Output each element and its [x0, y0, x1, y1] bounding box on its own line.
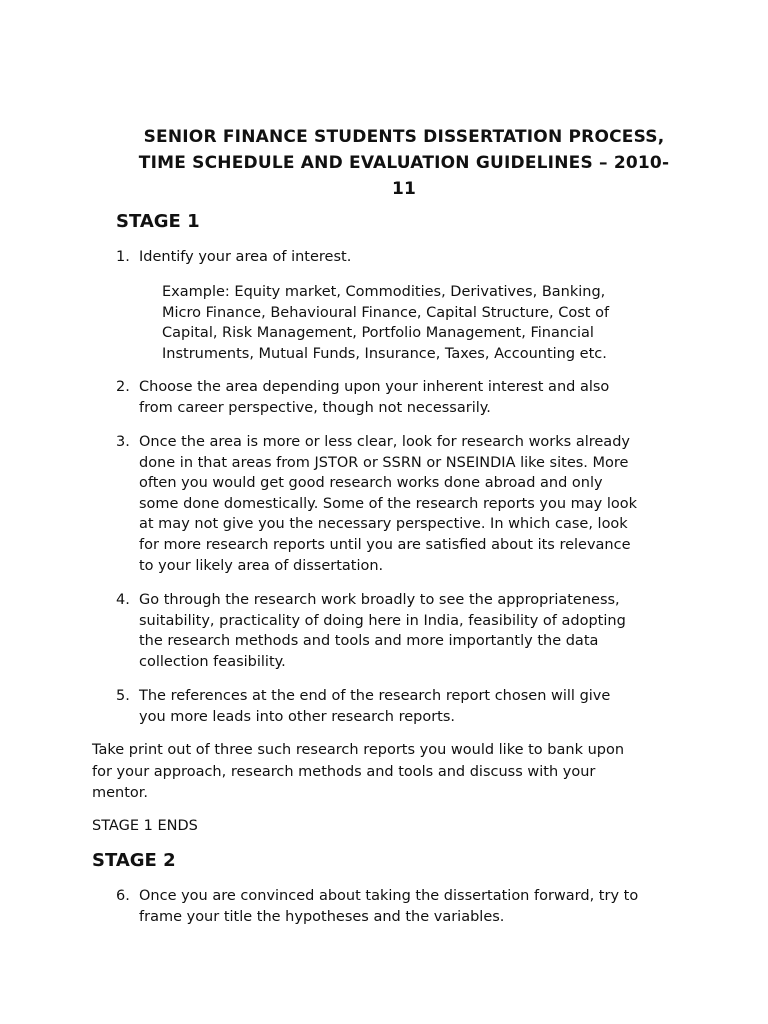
list-item-text: Once the area is more or less clear, look for research works already done in that areas from JSTOR or SSRN or NSEINDIA like sites. More often you would get good research works done abroad and only some done domestically. Some of the research reports you may look at may not give you the necessary perspective. In which case, look for more research reports until you are satisfied about its relevance to your likely area of dissertation. — [139, 434, 638, 574]
list-item-text: The references at the end of the research report chosen will give you more leads into other research reports. — [139, 688, 611, 725]
list-item-number: 6. — [116, 888, 130, 904]
stage-2-heading: STAGE 2 — [92, 850, 176, 871]
title-line: TIME SCHEDULE AND EVALUATION GUIDELINES – 2010- — [138, 153, 670, 173]
list-item-text: Go through the research work broadly to see the appropriateness, suitability, practicality of doing here in India, feasibility of adopting the research methods and tools and more importantly the data collection feasibility. — [139, 592, 626, 670]
list-item-number: 1. — [116, 249, 130, 265]
list-item-number: 5. — [116, 688, 130, 704]
title-line: 11 — [391, 179, 417, 199]
example-paragraph: Example: Equity market, Commodities, Derivatives, Banking, Micro Finance, Behavioural Finance, Capital Structure, Cost of Capital, Risk Management, Portfolio Management, Financial Instruments, Mutual Funds, Insurance, Taxes, Accounting etc. — [162, 284, 610, 362]
list-item-number: 4. — [116, 592, 130, 608]
list-item-number: 3. — [116, 434, 130, 450]
closing-paragraph: Take print out of three such research reports you would like to bank upon for your approach, research methods and tools and discuss with your mentor. — [92, 742, 625, 801]
stage-1-heading: STAGE 1 — [116, 211, 200, 232]
list-item-number: 2. — [116, 379, 130, 395]
list-item-text: Once you are convinced about taking the dissertation forward, try to frame your title the hypotheses and the variables. — [139, 888, 639, 925]
list-item-text: Choose the area depending upon your inherent interest and also from career perspective, though not necessarily. — [139, 379, 610, 416]
title-line: SENIOR FINANCE STUDENTS DISSERTATION PROCESS, — [143, 127, 665, 147]
list-item-text: Identify your area of interest. — [139, 249, 352, 265]
document-title — [104, 124, 704, 202]
stage-1-end-marker: STAGE 1 ENDS — [92, 818, 198, 834]
